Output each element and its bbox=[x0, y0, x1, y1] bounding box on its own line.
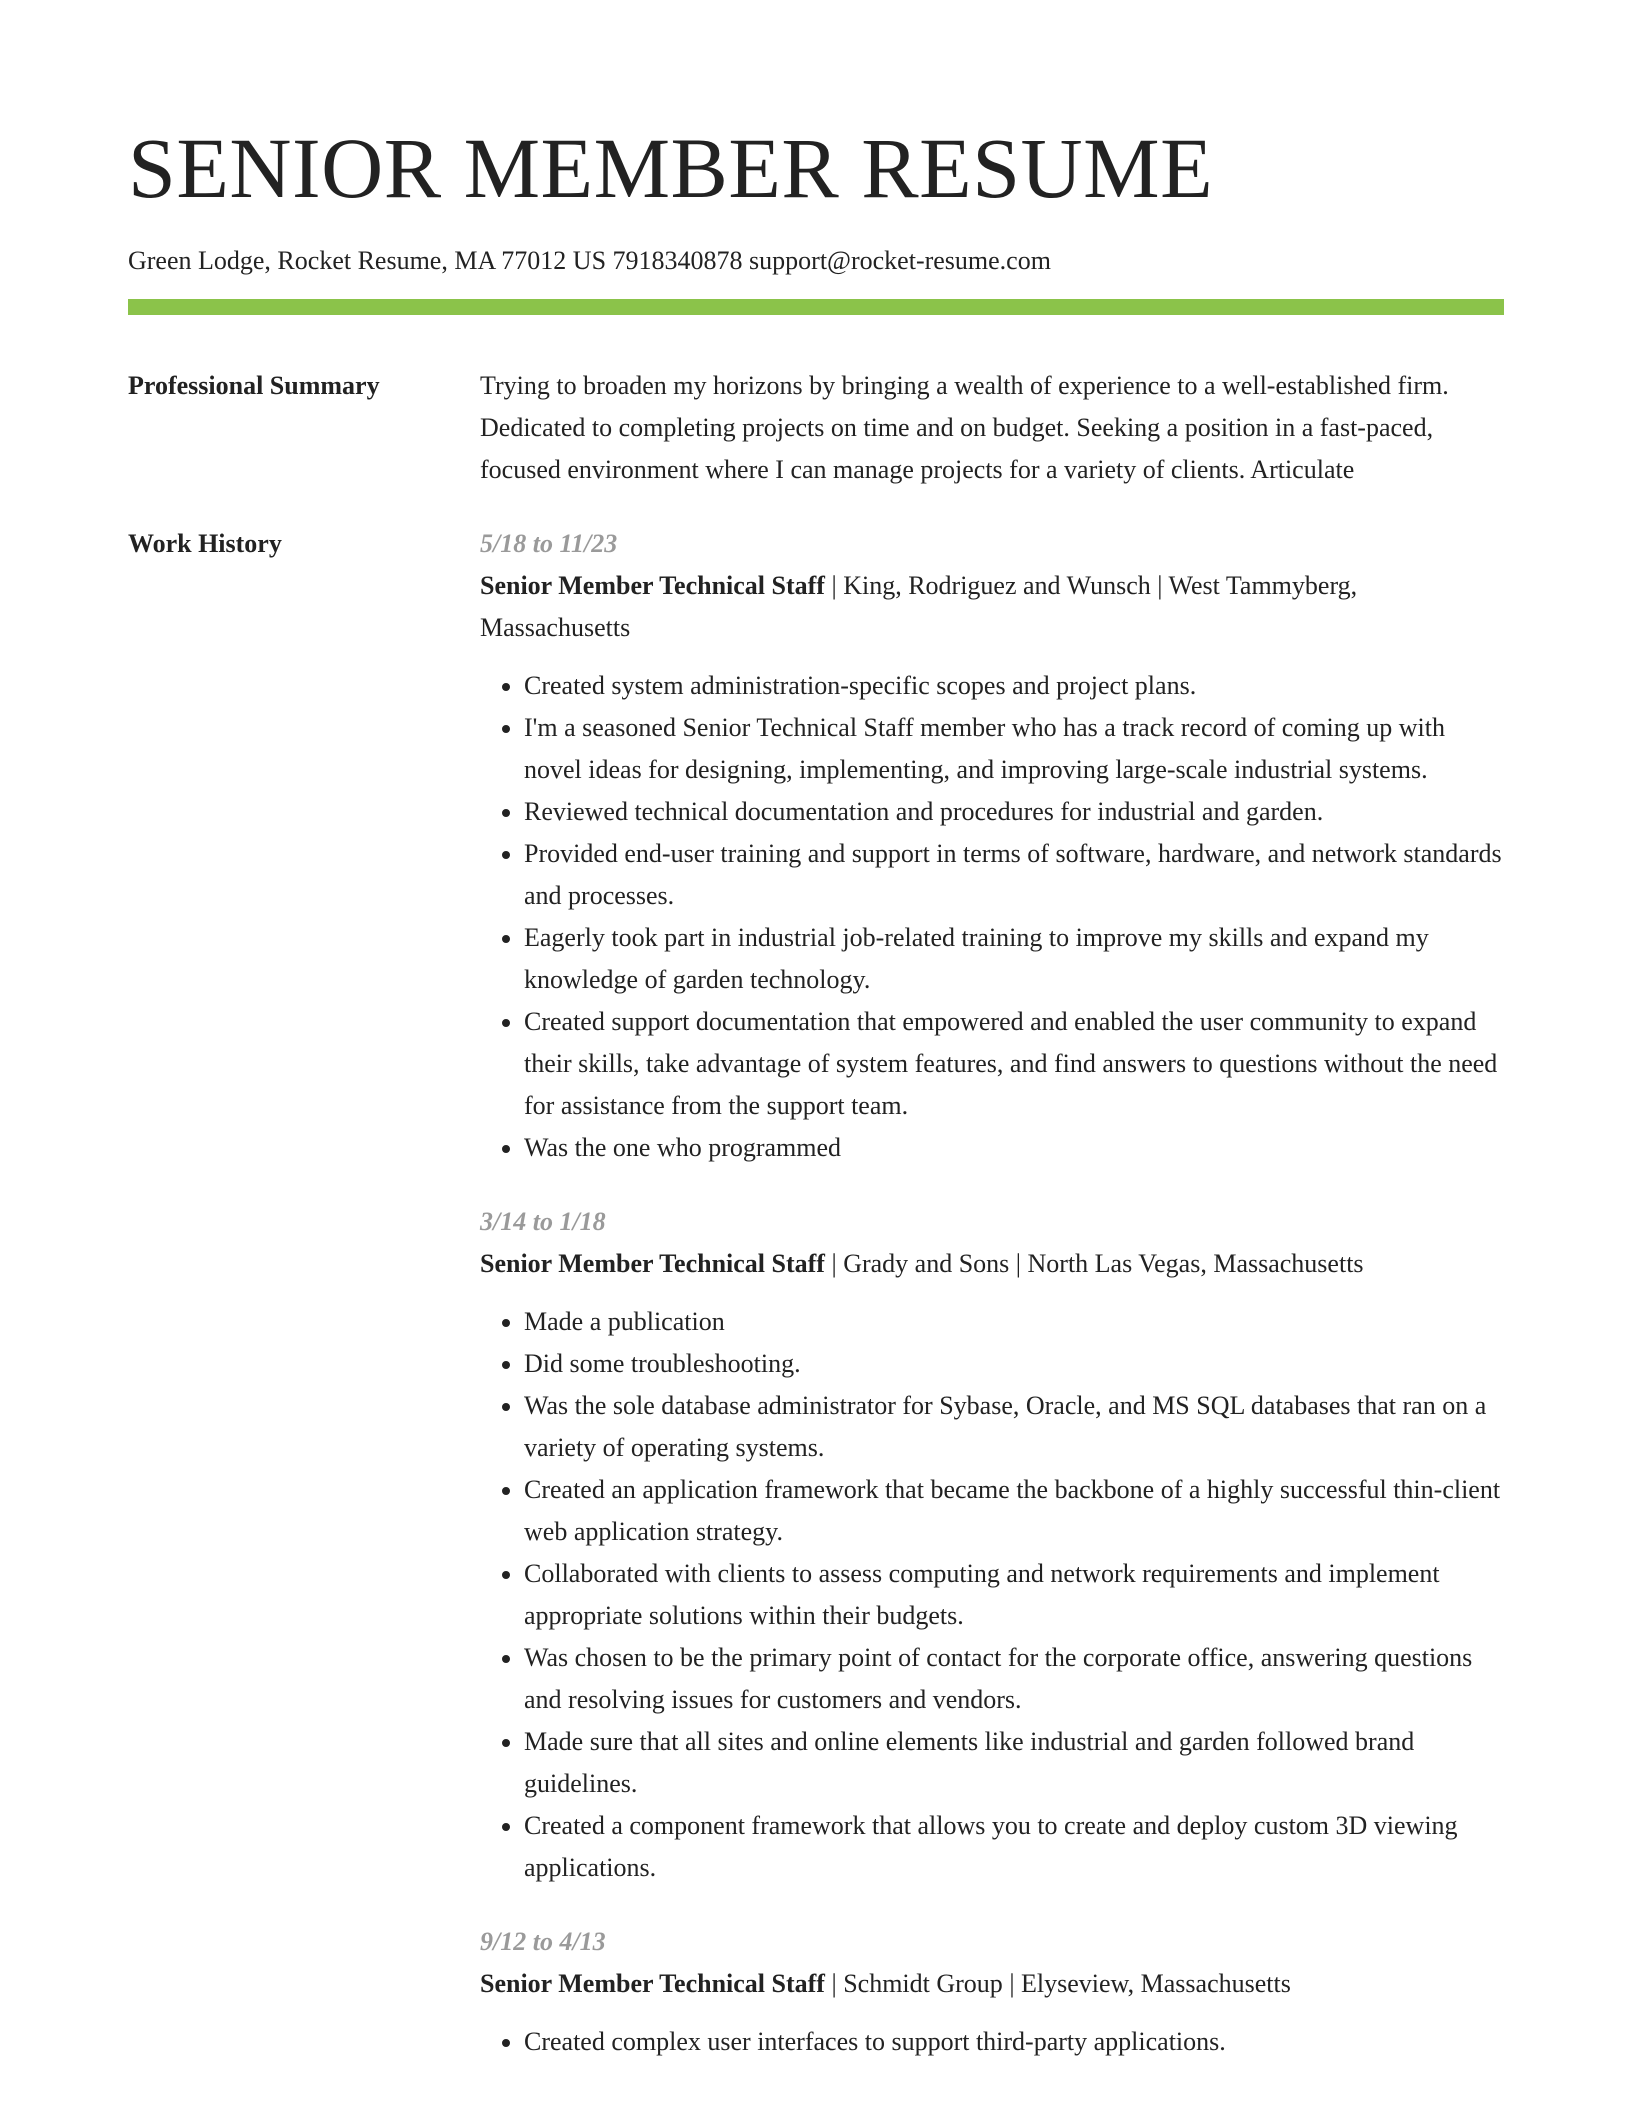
contact-line: Green Lodge, Rocket Resume, MA 77012 US 7918340878 support@rocket-resume.com bbox=[128, 246, 1051, 275]
job-company: Grady and Sons bbox=[843, 1249, 1010, 1278]
job-bullet: • Collaborated with clients to assess computing and network requirements and implement appropriate solutions within their budgets. bbox=[524, 1553, 1504, 1637]
job-bullet-list bbox=[480, 665, 1504, 1169]
job-bullet: • Eagerly took part in industrial job-related training to improve my skills and expand my knowledge of garden technology. bbox=[524, 917, 1504, 1001]
job-bullet: • Did some troubleshooting. bbox=[524, 1343, 1504, 1385]
job-separator: | bbox=[1009, 1249, 1028, 1278]
job-bullet: • Made sure that all sites and online elements like industrial and garden followed brand guidelines. bbox=[524, 1721, 1504, 1805]
job-bullet: • Made a publication bbox=[524, 1301, 1504, 1343]
summary-text: Trying to broaden my horizons by bringing a wealth of experience to a well-established firm. Dedicated to completing projects on time and on budget. Seeking a position in a fast-paced, focused environment where I can manage projects for a variety of clients. Articulate bbox=[480, 371, 1449, 484]
job-bullet: • I'm a seasoned Senior Technical Staff member who has a track record of coming up with novel ideas for designing, implementing, and improving large-scale industrial systems. bbox=[524, 707, 1504, 791]
job-dates: 5/18 to 11/23 bbox=[480, 529, 618, 558]
job-bullet: • Was the sole database administrator for Sybase, Oracle, and MS SQL databases that ran on a variety of operating systems. bbox=[524, 1385, 1504, 1469]
job-separator: | bbox=[1002, 1969, 1022, 1998]
job-location: West Tammyberg, Massachusetts bbox=[480, 571, 1358, 642]
job-bullet-list bbox=[480, 1301, 1504, 1889]
job-bullet: • Was the one who programmed bbox=[524, 1127, 1504, 1169]
job-entry bbox=[480, 1201, 1504, 1889]
job-bullet: • Created an application framework that became the backbone of a highly successful thin-client web application strategy. bbox=[524, 1469, 1504, 1553]
job-title: Senior Member Technical Staff bbox=[480, 1249, 825, 1278]
job-dates: 9/12 to 4/13 bbox=[480, 1927, 606, 1956]
header-divider bbox=[128, 299, 1504, 315]
job-bullet: • Was chosen to be the primary point of contact for the corporate office, answering questions and resolving issues for customers and vendors. bbox=[524, 1637, 1504, 1721]
job-heading bbox=[480, 1243, 1504, 1285]
job-bullet: • Created complex user interfaces to support third-party applications. bbox=[524, 2021, 1504, 2063]
resume-title: SENIOR MEMBER RESUME bbox=[128, 120, 1214, 216]
job-bullet: • Created a component framework that allows you to create and deploy custom 3D viewing applications. bbox=[524, 1805, 1504, 1889]
job-location: Elyseview, Massachusetts bbox=[1021, 1969, 1291, 1998]
job-company: King, Rodriguez and Wunsch bbox=[843, 571, 1151, 600]
summary-body bbox=[480, 365, 1504, 491]
job-title: Senior Member Technical Staff bbox=[480, 571, 825, 600]
job-entry bbox=[480, 1921, 1504, 2063]
section-label-work-history: Work History bbox=[128, 529, 282, 558]
job-heading bbox=[480, 565, 1504, 649]
resume-page bbox=[128, 0, 1504, 2095]
job-bullet-list bbox=[480, 2021, 1504, 2063]
job-separator: | bbox=[824, 1969, 844, 1998]
job-bullet: • Provided end-user training and support in terms of software, hardware, and network standards and processes. bbox=[524, 833, 1504, 917]
job-company: Schmidt Group bbox=[843, 1969, 1003, 1998]
job-location: North Las Vegas, Massachusetts bbox=[1027, 1249, 1364, 1278]
job-entry bbox=[480, 523, 1504, 1169]
professional-summary-section bbox=[128, 365, 1504, 491]
job-separator: | bbox=[1150, 571, 1169, 600]
job-bullet: • Reviewed technical documentation and procedures for industrial and garden. bbox=[524, 791, 1504, 833]
work-history-body bbox=[480, 523, 1504, 2095]
job-separator: | bbox=[824, 571, 844, 600]
job-title: Senior Member Technical Staff bbox=[480, 1969, 825, 1998]
job-separator: | bbox=[824, 1249, 844, 1278]
work-history-section bbox=[128, 523, 1504, 2095]
section-label-summary: Professional Summary bbox=[128, 371, 380, 400]
job-dates: 3/14 to 1/18 bbox=[480, 1207, 606, 1236]
job-bullet: • Created support documentation that empowered and enabled the user community to expand their skills, take advantage of system features, and find answers to questions without the need for assistance from the support team. bbox=[524, 1001, 1504, 1127]
job-bullet: • Created system administration-specific scopes and project plans. bbox=[524, 665, 1504, 707]
job-heading bbox=[480, 1963, 1504, 2005]
